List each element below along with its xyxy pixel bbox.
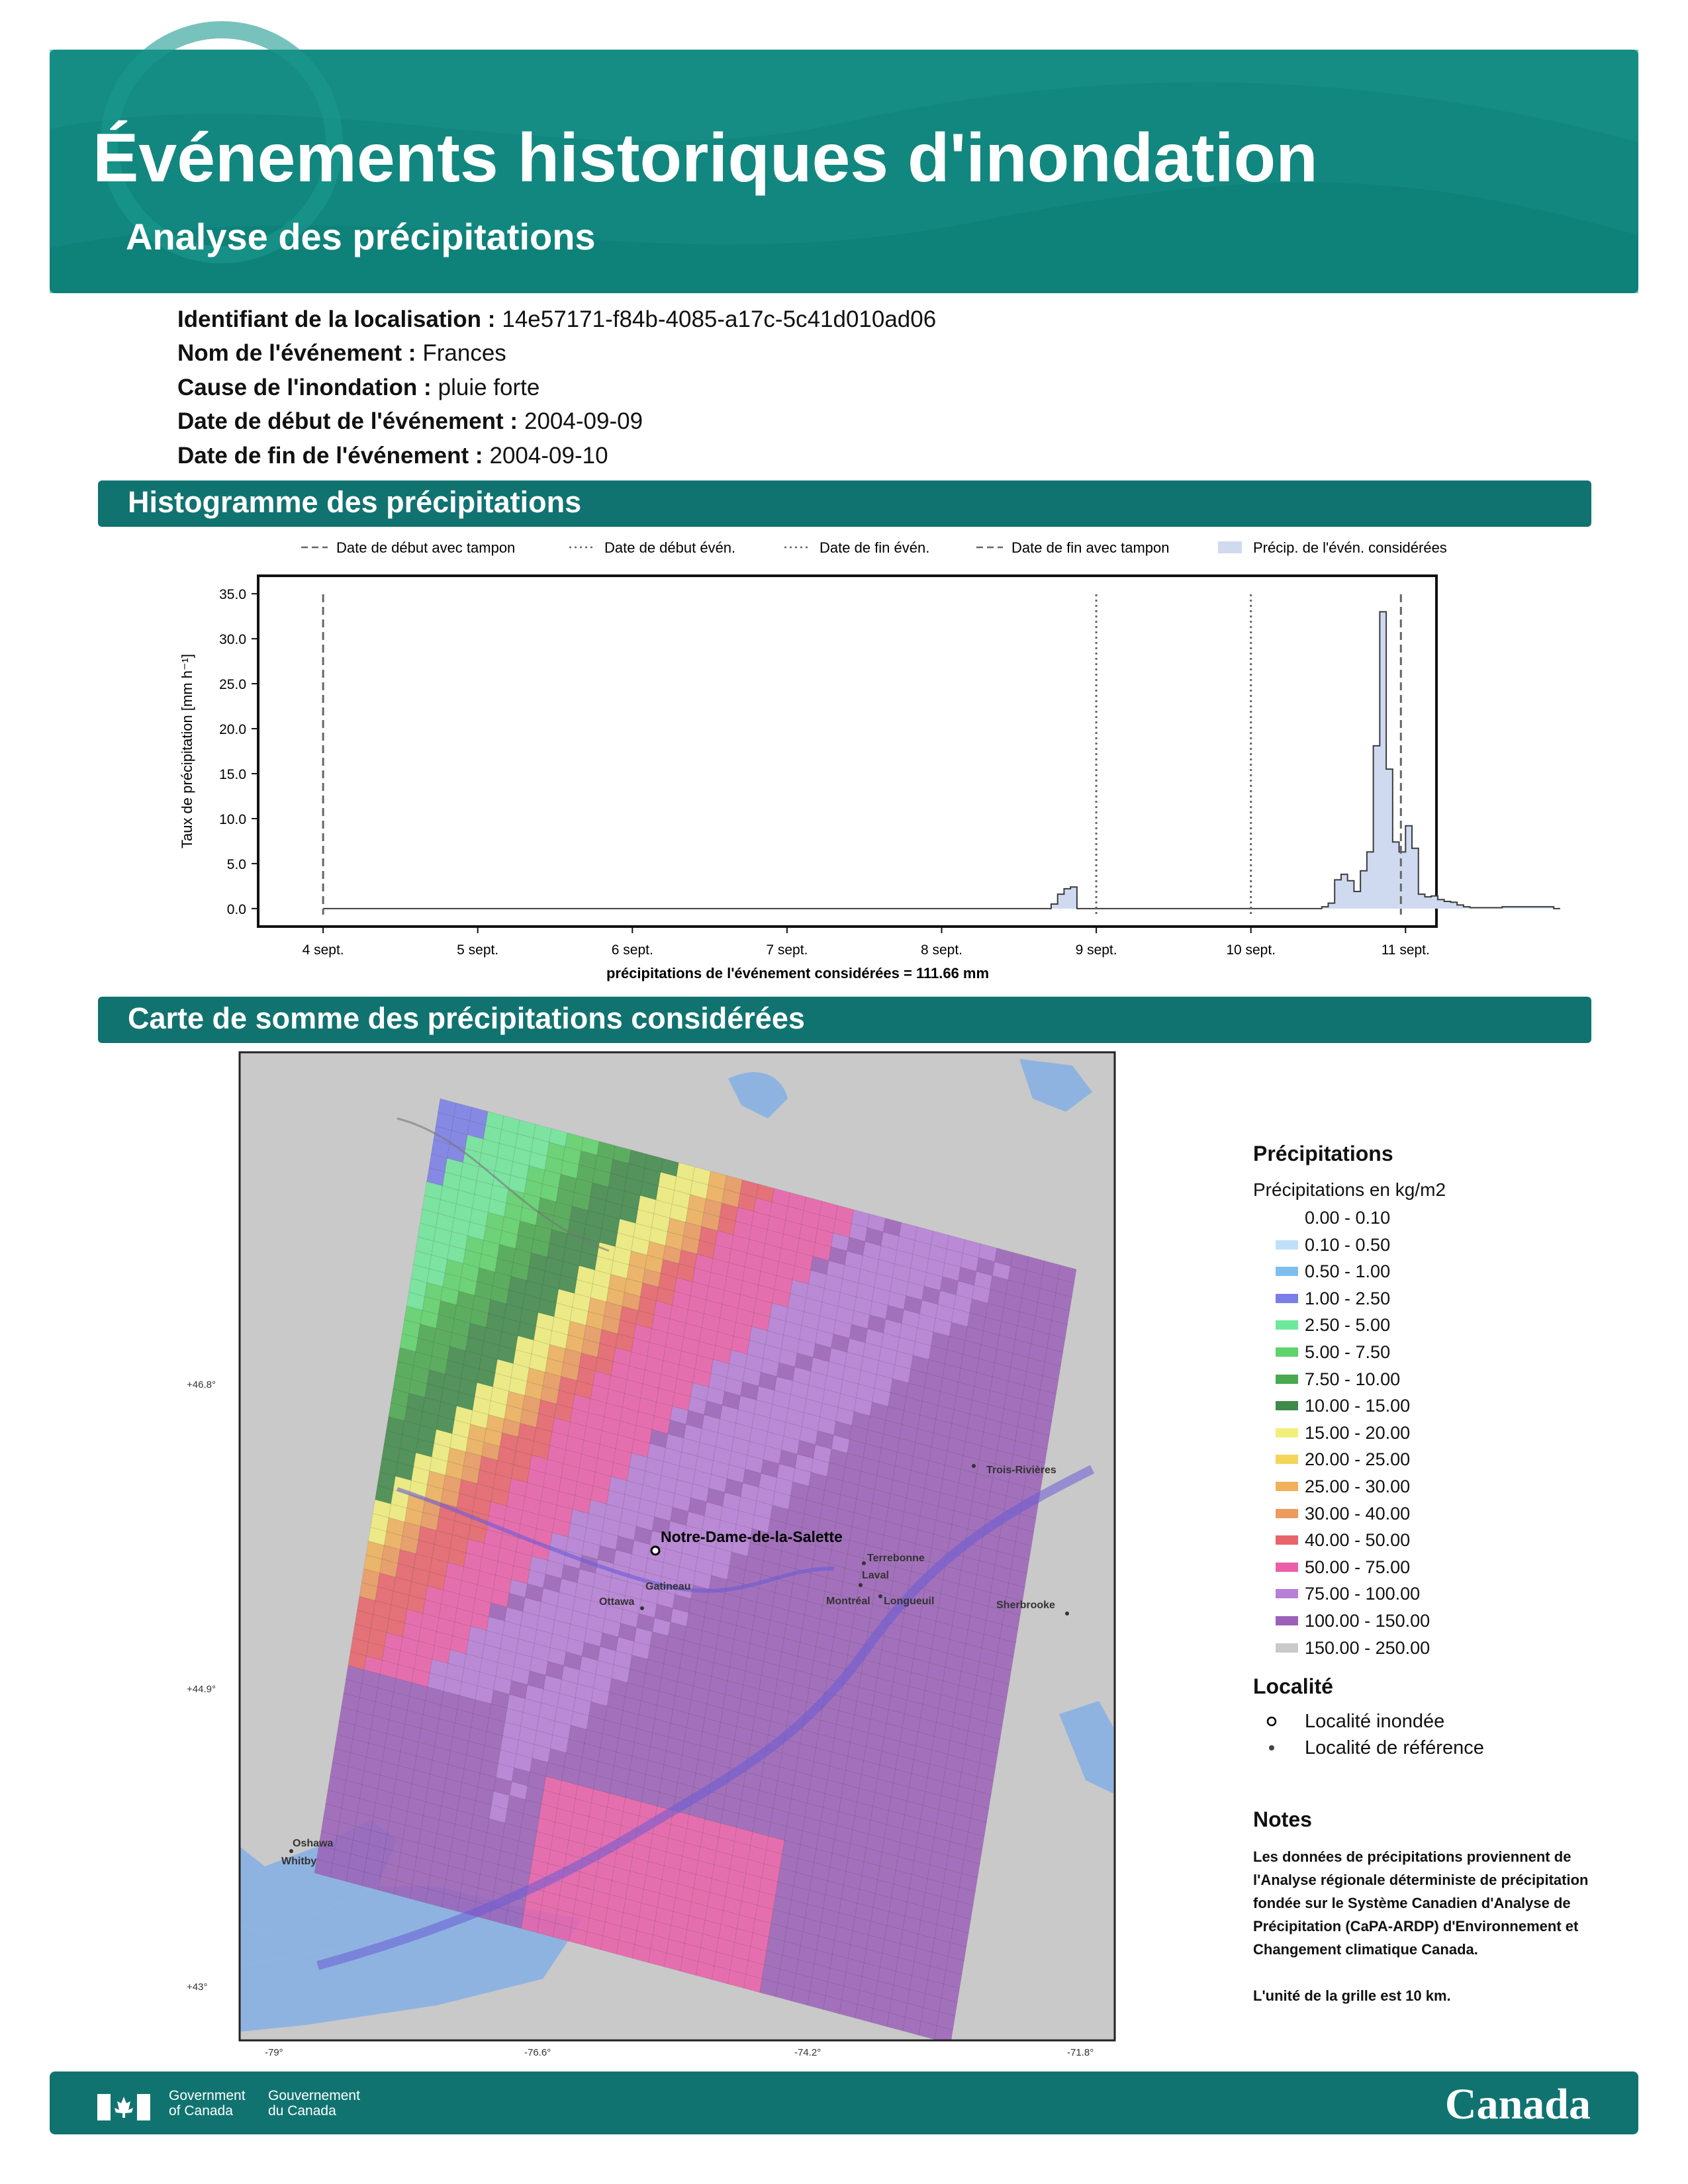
legend-bin-label: 1.00 - 2.50 bbox=[1305, 1288, 1391, 1308]
legend-flooded-label: Localité inondée bbox=[1305, 1711, 1445, 1733]
y-tick-label: 30.0 bbox=[219, 632, 246, 648]
legend-bin-swatch bbox=[1276, 1535, 1298, 1545]
locality-title: Localité bbox=[1253, 1674, 1333, 1699]
page-subtitle: Analyse des précipitations bbox=[126, 216, 596, 257]
map-legend bbox=[1253, 1142, 1624, 2007]
locality-label: Oshawa bbox=[293, 1838, 334, 1849]
flood-locality-marker bbox=[651, 1547, 659, 1555]
lon-label: -79° bbox=[265, 2047, 283, 2058]
section-bar-histogram bbox=[98, 480, 1591, 527]
gov-fr-line2: du Canada bbox=[268, 2103, 336, 2118]
legend-bin-label: 10.00 - 15.00 bbox=[1305, 1396, 1411, 1416]
y-axis-ticks bbox=[219, 587, 258, 917]
legend-label: Date de fin avec tampon bbox=[1011, 539, 1170, 556]
header-banner bbox=[50, 50, 1638, 293]
legend-swatch bbox=[1218, 541, 1242, 553]
legend-title: Précipitations bbox=[1253, 1142, 1393, 1165]
x-tick-label: 4 sept. bbox=[302, 942, 344, 958]
locality-label: Trois-Rivières bbox=[986, 1465, 1056, 1476]
legend-bin bbox=[1253, 1473, 1624, 1500]
locality-label: Longueuil bbox=[884, 1596, 935, 1607]
legend-bin-swatch bbox=[1276, 1428, 1298, 1437]
legend-bin-swatch bbox=[1276, 1267, 1298, 1276]
info-value: 2004-09-09 bbox=[524, 408, 643, 434]
page-title: Événements historiques d'inondation bbox=[93, 120, 1318, 197]
section-bar-map bbox=[98, 997, 1591, 1043]
legend-bin-label: 50.00 - 75.00 bbox=[1305, 1557, 1411, 1577]
x-tick-label: 8 sept. bbox=[920, 942, 963, 958]
gov-en-line1: Government bbox=[169, 2088, 246, 2103]
x-tick-label: 9 sept. bbox=[1075, 942, 1117, 958]
y-tick-label: 15.0 bbox=[219, 766, 246, 782]
legend-bin bbox=[1253, 1608, 1624, 1635]
x-tick-label: 5 sept. bbox=[457, 942, 499, 958]
legend-bin bbox=[1253, 1366, 1624, 1393]
notes-body bbox=[1253, 1845, 1611, 2007]
legend-bin-label: 0.10 - 0.50 bbox=[1305, 1234, 1391, 1255]
gov-fr-line1: Gouvernement bbox=[268, 2088, 360, 2103]
legend-bin-swatch bbox=[1276, 1347, 1298, 1357]
locality-label: Terrebonne bbox=[867, 1553, 925, 1564]
info-label: Date de fin de l'événement : bbox=[177, 443, 483, 469]
legend-bin-swatch bbox=[1276, 1375, 1298, 1384]
legend-flooded-locality bbox=[1253, 1708, 1624, 1735]
legend-bin-label: 75.00 - 100.00 bbox=[1305, 1584, 1421, 1604]
legend-bin-label: 5.00 - 7.50 bbox=[1305, 1342, 1391, 1362]
y-tick-label: 25.0 bbox=[219, 677, 246, 693]
info-row-location-id bbox=[177, 306, 936, 333]
legend-bin bbox=[1253, 1635, 1624, 1662]
locality-label: Sherbrooke bbox=[996, 1600, 1055, 1611]
info-row-end-date bbox=[177, 443, 608, 469]
info-row-start-date bbox=[177, 408, 643, 435]
reference-marker-icon bbox=[1266, 1743, 1277, 1753]
legend-bins bbox=[1253, 1205, 1624, 1661]
y-axis-label: Taux de précipitation [mm h⁻¹] bbox=[179, 653, 195, 849]
info-label: Nom de l'événement : bbox=[177, 340, 416, 366]
locality-label: Whitby bbox=[281, 1856, 317, 1867]
legend-bin bbox=[1253, 1392, 1624, 1420]
legend-bin bbox=[1253, 1554, 1624, 1581]
legend-label: Date de début évén. bbox=[604, 539, 736, 556]
y-tick-label: 35.0 bbox=[219, 587, 246, 603]
legend-bin bbox=[1253, 1312, 1624, 1339]
locality-label: Gatineau bbox=[645, 1581, 691, 1592]
locality-label: Ottawa bbox=[599, 1596, 635, 1608]
legend-bin-label: 40.00 - 50.00 bbox=[1305, 1530, 1411, 1551]
legend-label: Précip. de l'évén. considérées bbox=[1253, 539, 1447, 556]
precipitation-histogram bbox=[172, 533, 1523, 996]
lat-label: +46.8° bbox=[187, 1379, 216, 1390]
legend-reference-locality bbox=[1253, 1735, 1624, 1761]
info-row-event-name bbox=[177, 340, 506, 367]
x-tick-label: 11 sept. bbox=[1381, 942, 1430, 958]
legend-bin-label: 150.00 - 250.00 bbox=[1305, 1637, 1430, 1658]
canada-wordmark: Canada bbox=[1444, 2080, 1591, 2128]
legend-bin bbox=[1253, 1446, 1624, 1473]
info-label: Date de début de l'événement : bbox=[177, 408, 518, 434]
y-tick-label: 0.0 bbox=[226, 901, 246, 917]
info-label: Identifiant de la localisation : bbox=[177, 306, 496, 332]
legend-bin-swatch bbox=[1276, 1401, 1298, 1410]
legend-bin-swatch bbox=[1276, 1213, 1298, 1222]
legend-bin-swatch bbox=[1276, 1482, 1298, 1491]
lat-label: +44.9° bbox=[187, 1684, 216, 1695]
lat-label: +43° bbox=[187, 1981, 208, 1993]
y-tick-label: 5.0 bbox=[226, 856, 246, 872]
locality-label: Montréal bbox=[826, 1596, 870, 1607]
legend-bin-swatch bbox=[1276, 1320, 1298, 1330]
legend-bin bbox=[1253, 1232, 1624, 1259]
lon-label: -71.8° bbox=[1067, 2047, 1094, 2058]
legend-bin-label: 25.00 - 30.00 bbox=[1305, 1476, 1411, 1496]
legend-bin-swatch bbox=[1276, 1509, 1298, 1518]
legend-bin-label: 15.00 - 20.00 bbox=[1305, 1422, 1411, 1443]
info-value: Frances bbox=[422, 340, 506, 366]
legend-bin-swatch bbox=[1276, 1589, 1298, 1598]
info-value: pluie forte bbox=[438, 375, 540, 400]
legend-label: Date de fin évén. bbox=[820, 539, 930, 556]
legend-bin-swatch bbox=[1276, 1616, 1298, 1625]
plot-frame bbox=[258, 576, 1436, 927]
legend-bin-swatch bbox=[1276, 1294, 1298, 1303]
legend-bin-swatch bbox=[1276, 1455, 1298, 1464]
x-axis-label: précipitations de l'événement considérées = 111.66 mm bbox=[606, 965, 990, 981]
info-row-flood-cause bbox=[177, 375, 539, 401]
legend-bin bbox=[1253, 1420, 1624, 1447]
legend-bin-label: 2.50 - 5.00 bbox=[1305, 1315, 1391, 1336]
notes-grid-unit: L'unité de la grille est 10 km. bbox=[1253, 1987, 1451, 2005]
x-tick-label: 6 sept. bbox=[611, 942, 653, 958]
legend-bin bbox=[1253, 1258, 1624, 1285]
info-label: Cause de l'inondation : bbox=[177, 375, 432, 400]
legend-bin-label: 100.00 - 150.00 bbox=[1305, 1610, 1430, 1631]
legend-bin-swatch bbox=[1276, 1643, 1298, 1653]
legend-label: Date de début avec tampon bbox=[336, 539, 516, 556]
notes-title: Notes bbox=[1253, 1807, 1312, 1832]
y-tick-label: 10.0 bbox=[219, 811, 246, 827]
info-value: 14e57171-f84b-4085-a17c-5c41d010ad06 bbox=[502, 306, 937, 332]
lon-label: -74.2° bbox=[794, 2047, 821, 2058]
legend-bin-label: 0.50 - 1.00 bbox=[1305, 1261, 1391, 1282]
footer bbox=[50, 2071, 1638, 2134]
x-axis-ticks bbox=[303, 927, 1430, 958]
legend-reference-label: Localité de référence bbox=[1305, 1737, 1484, 1759]
precipitation-map bbox=[187, 1052, 1115, 2045]
info-value: 2004-09-10 bbox=[489, 443, 608, 469]
flood-marker-icon bbox=[1266, 1716, 1277, 1727]
gov-en-line2: of Canada bbox=[169, 2103, 233, 2118]
x-tick-label: 10 sept. bbox=[1226, 942, 1276, 958]
legend-bin bbox=[1253, 1339, 1624, 1366]
legend-bin bbox=[1253, 1527, 1624, 1554]
lon-label: -76.6° bbox=[524, 2047, 551, 2058]
legend-subtitle: Précipitations en kg/m2 bbox=[1253, 1179, 1446, 1200]
section-title: Histogramme des précipitations bbox=[128, 485, 582, 519]
legend-bin bbox=[1253, 1205, 1624, 1232]
chart-legend bbox=[301, 539, 1447, 556]
legend-bin bbox=[1253, 1500, 1624, 1527]
y-tick-label: 20.0 bbox=[219, 722, 246, 738]
legend-bin bbox=[1253, 1285, 1624, 1312]
precip-grid bbox=[314, 1099, 1076, 2044]
legend-bin-swatch bbox=[1276, 1563, 1298, 1572]
legend-bin-label: 30.00 - 40.00 bbox=[1305, 1503, 1411, 1524]
flood-locality-label: Notre-Dame-de-la-Salette bbox=[661, 1528, 843, 1545]
x-tick-label: 7 sept. bbox=[766, 942, 808, 958]
legend-bin bbox=[1253, 1580, 1624, 1608]
locality-label: Laval bbox=[862, 1570, 889, 1581]
legend-bin-label: 20.00 - 25.00 bbox=[1305, 1449, 1411, 1470]
notes-text: Les données de précipitations proviennent de l'Analyse régionale déterministe de précipitation fondée sur le Système Canadien d'Analyse de Précipitation (CaPA-ARDP) d'Environnement et Changement climatique Canada. bbox=[1253, 1848, 1589, 1958]
legend-bin-label: 0.00 - 0.10 bbox=[1305, 1208, 1391, 1228]
legend-bin-label: 7.50 - 10.00 bbox=[1305, 1369, 1401, 1389]
canada-flag-icon bbox=[97, 2094, 150, 2120]
section-title: Carte de somme des précipitations considérées bbox=[128, 1001, 805, 1035]
legend-bin-swatch bbox=[1276, 1240, 1298, 1250]
